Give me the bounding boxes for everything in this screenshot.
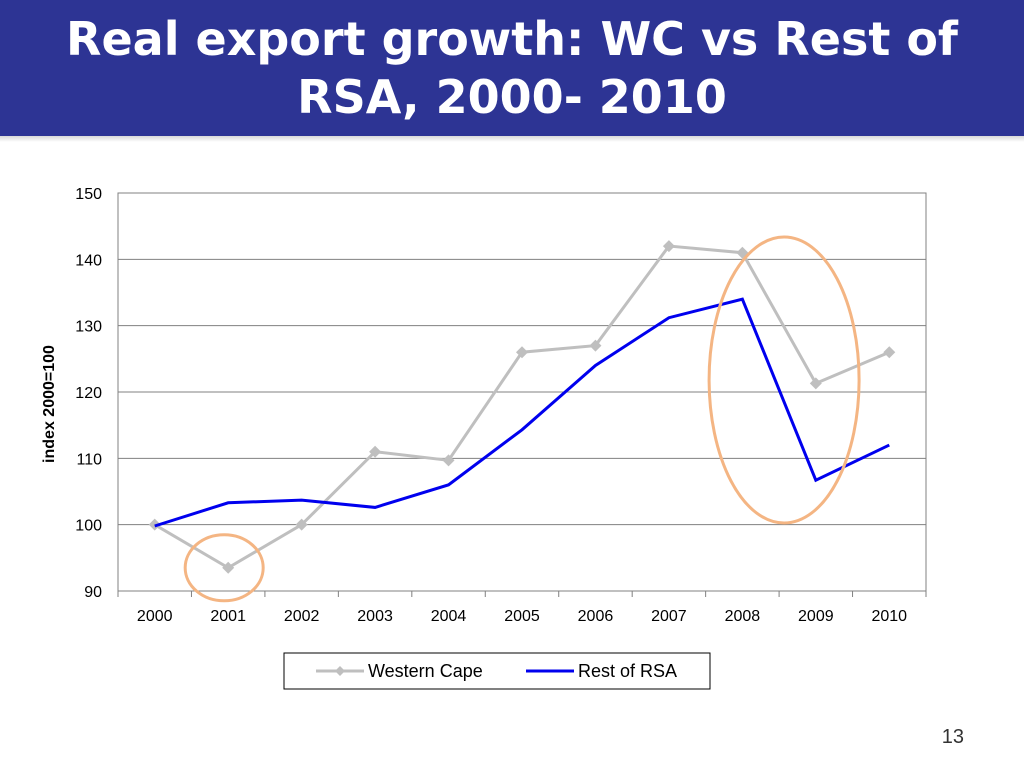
y-tick-label: 130 [75,318,102,336]
y-tick-label: 150 [75,186,102,203]
legend [284,653,710,689]
y-tick-label: 140 [75,252,102,270]
x-tick-label: 2006 [577,608,614,625]
x-tick-label: 2009 [798,608,834,625]
x-tick-label: 2003 [357,608,393,625]
x-tick-label: 2002 [283,608,320,625]
y-tick-label: 110 [76,451,102,469]
y-tick-labels [75,186,102,601]
x-tick-label: 2005 [504,608,540,625]
x-tick-label: 2001 [210,608,246,625]
x-tick-label: 2000 [136,608,173,625]
y-axis-label: index 2000=100 [41,345,58,463]
x-tick-label: 2008 [724,608,761,625]
y-tick-label: 120 [75,385,102,402]
page-number: 13 [941,726,964,748]
x-tick-label: 2010 [871,608,908,625]
slide-title: Real export growth: WC vs Rest of RSA, 2000- 2010 [66,12,958,124]
legend-label: Western Cape [368,661,483,681]
x-tick-label: 2004 [430,608,467,625]
x-tick-label: 2007 [651,608,687,625]
legend-label: Rest of RSA [578,661,678,681]
y-tick-label: 90 [84,584,102,601]
x-tick-labels [118,591,926,625]
y-tick-label: 100 [75,517,102,535]
